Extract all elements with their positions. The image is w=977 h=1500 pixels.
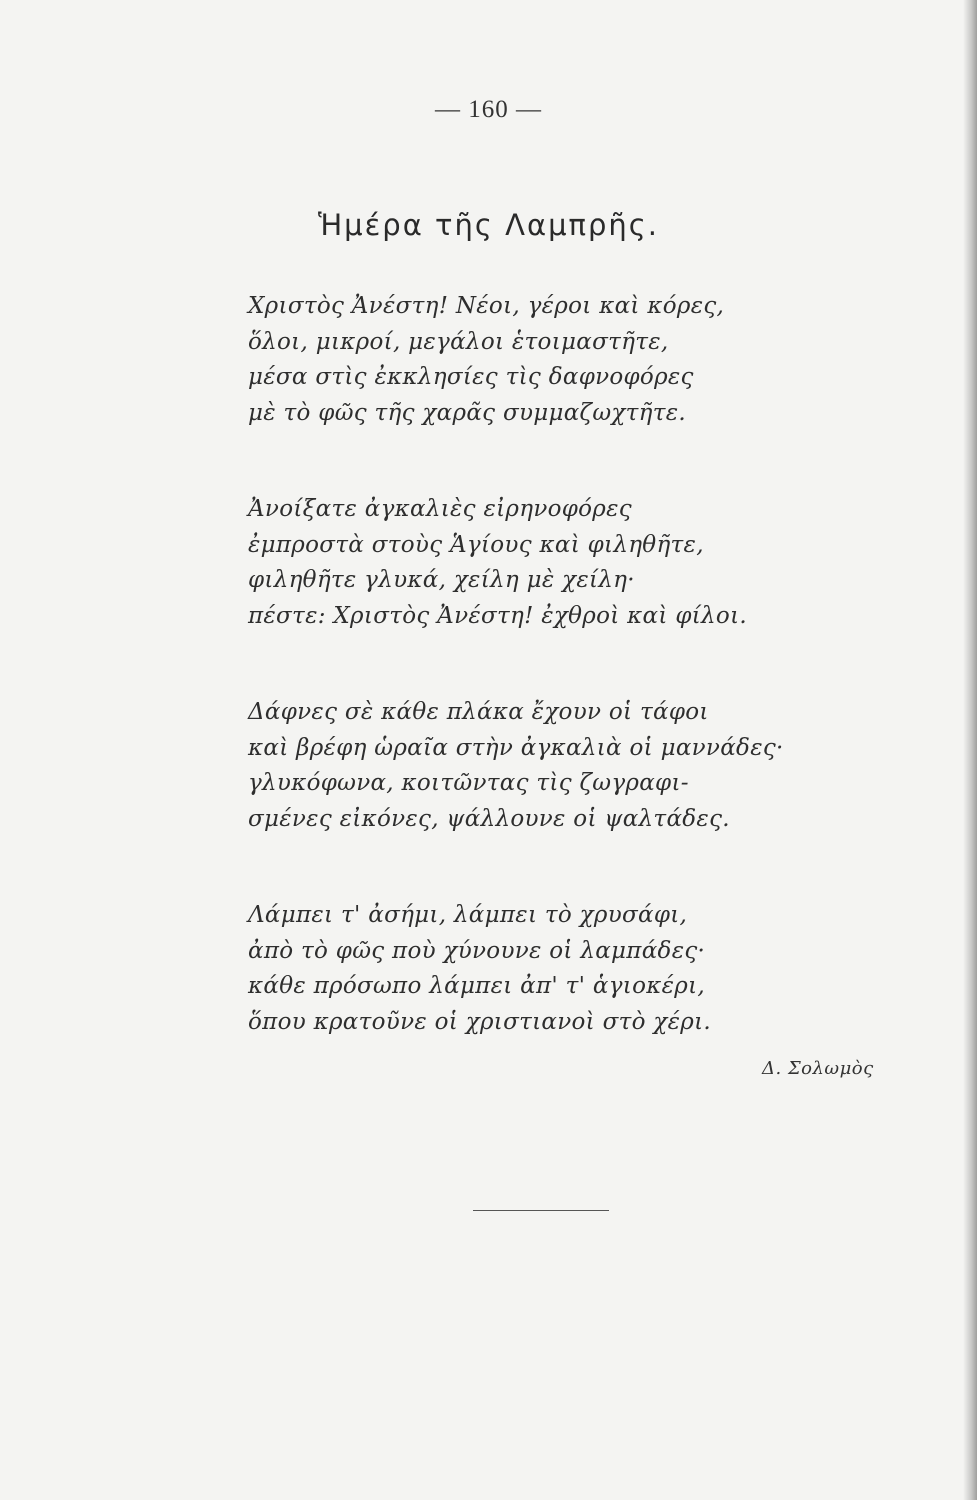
poem-line: ἀπὸ τὸ φῶς ποὺ χύνουνε οἱ λαμπάδες·	[248, 937, 706, 964]
poem-line: φιληθῆτε γλυκά, χείλη μὲ χείλη·	[248, 567, 635, 593]
poem-line: μέσα στὶς ἐκκλησίες τὶς δαφνοφόρες	[248, 364, 694, 390]
stanza-1	[248, 289, 868, 431]
poem-line: μὲ τὸ φῶς τῆς χαρᾶς συμμαζωχτῆτε.	[248, 399, 686, 426]
section-divider	[473, 1210, 609, 1211]
stanza-3	[248, 695, 868, 837]
poem-line: πέστε: Χριστὸς Ἀνέστη! ἐχθροὶ καὶ φίλοι.	[248, 602, 747, 629]
poem-line: Λάμπει τ' ἀσήμι, λάμπει τὸ χρυσάφι,	[248, 902, 688, 928]
poem-title: Ἡμέρα τῆς Λαμπρῆς.	[317, 208, 660, 242]
poem-line: ὅπου κρατοῦνε οἱ χριστιανοὶ στὸ χέρι.	[248, 1008, 712, 1035]
author-signature: Δ. Σολωμὸς	[762, 1058, 874, 1079]
poem-line: καὶ βρέφη ὡραῖα στὴν ἀγκαλιὰ οἱ μαννάδες·	[248, 734, 784, 761]
poem-line: σμένες εἰκόνες, ψάλλουνε οἱ ψαλτάδες.	[248, 805, 730, 832]
poem-line: ἐμπροστὰ στοὺς Ἁγίους καὶ φιληθῆτε,	[248, 531, 704, 558]
poem-line: Δάφνες σὲ κάθε πλάκα ἔχουν οἱ τάφοι	[248, 699, 709, 725]
poem-line: Ἀνοίξατε ἀγκαλιὲς εἰρηνοφόρες	[248, 496, 632, 522]
poem-line: γλυκόφωνα, κοιτῶντας τὶς ζωγραφι-	[248, 770, 689, 796]
poem-line: ὅλοι, μικροί, μεγάλοι ἑτοιμαστῆτε,	[248, 328, 669, 355]
stanza-4	[248, 898, 868, 1040]
page-number: — 160 —	[435, 96, 542, 123]
stanza-2	[248, 492, 868, 634]
poem-line: Χριστὸς Ἀνέστη! Νέοι, γέροι καὶ κόρες,	[248, 293, 725, 319]
poem-line: κάθε πρόσωπο λάμπει ἀπ' τ' ἁγιοκέρι,	[248, 973, 706, 999]
